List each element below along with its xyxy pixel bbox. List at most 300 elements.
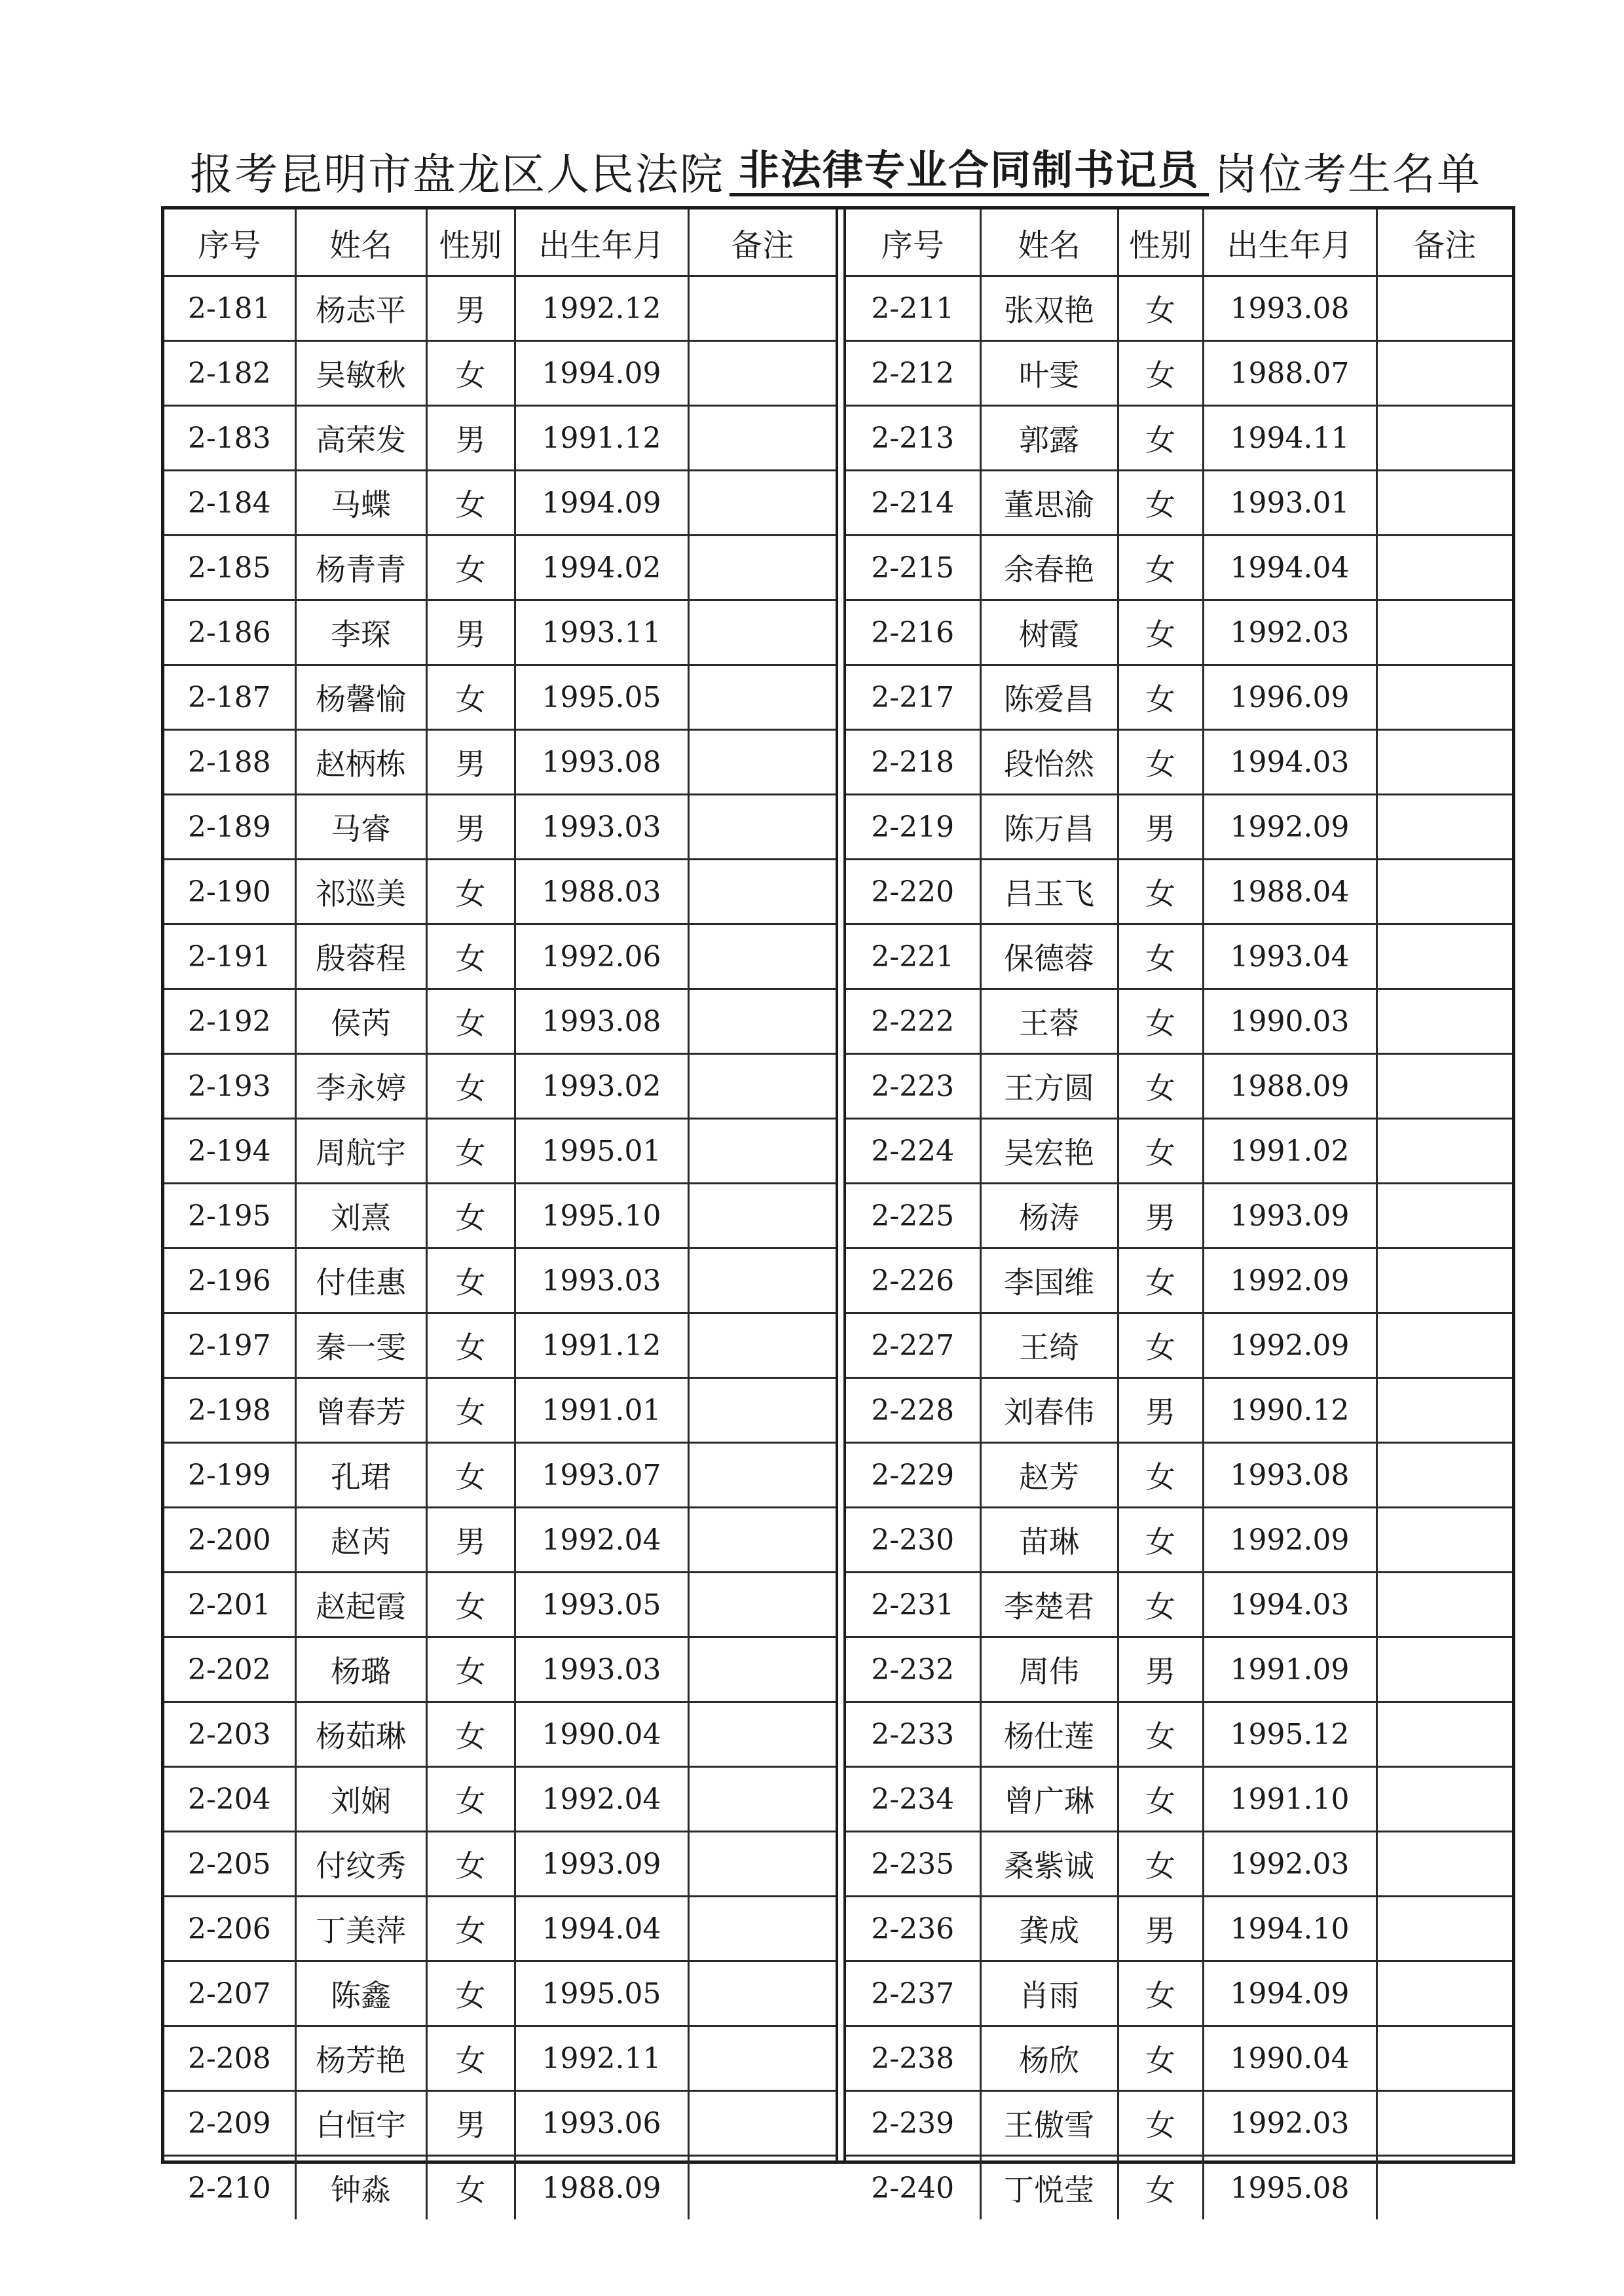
cell-sex: 女 — [1118, 2026, 1203, 2091]
cell-note — [688, 1832, 836, 1897]
cell-seq: 2-214 — [846, 471, 980, 536]
cell-name: 刘娴 — [295, 1767, 426, 1832]
cell-note — [688, 1897, 836, 1961]
cell-birth: 1992.03 — [1203, 600, 1376, 665]
cell-seq: 2-195 — [164, 1184, 295, 1248]
cell-birth: 1990.04 — [515, 1702, 688, 1767]
cell-birth: 1993.02 — [515, 1054, 688, 1119]
cell-birth: 1994.09 — [515, 471, 688, 536]
cell-name: 白恒宇 — [295, 2091, 426, 2156]
cell-seq: 2-235 — [846, 1832, 980, 1897]
table-row — [846, 2156, 1512, 2220]
cell-birth: 1994.04 — [1203, 536, 1376, 600]
cell-note — [1376, 1573, 1512, 1637]
table-row — [164, 1508, 836, 1573]
cell-sex: 男 — [426, 1508, 515, 1573]
cell-seq: 2-206 — [164, 1897, 295, 1961]
cell-sex: 女 — [1118, 276, 1203, 341]
cell-seq: 2-233 — [846, 1702, 980, 1767]
cell-seq: 2-220 — [846, 860, 980, 924]
cell-sex: 女 — [1118, 2156, 1203, 2220]
cell-sex: 女 — [1118, 1119, 1203, 1184]
cell-sex: 女 — [426, 1184, 515, 1248]
cell-name: 丁悦莹 — [980, 2156, 1118, 2220]
cell-sex: 女 — [1118, 471, 1203, 536]
cell-note — [688, 471, 836, 536]
cell-note — [688, 665, 836, 730]
cell-seq: 2-181 — [164, 276, 295, 341]
cell-sex: 女 — [1118, 2091, 1203, 2156]
cell-birth: 1988.09 — [515, 2156, 688, 2220]
header-sex: 性别 — [1118, 210, 1203, 276]
cell-sex: 女 — [1118, 665, 1203, 730]
cell-sex: 女 — [426, 1637, 515, 1702]
cell-note — [688, 2091, 836, 2156]
cell-name: 殷蓉程 — [295, 924, 426, 989]
cell-sex: 女 — [426, 2156, 515, 2220]
cell-sex: 男 — [426, 276, 515, 341]
table-row — [164, 1443, 836, 1508]
table-row — [164, 665, 836, 730]
cell-seq: 2-216 — [846, 600, 980, 665]
table-row — [846, 665, 1512, 730]
cell-name: 杨芳艳 — [295, 2026, 426, 2091]
cell-seq: 2-240 — [846, 2156, 980, 2220]
cell-sex: 女 — [426, 1702, 515, 1767]
cell-note — [688, 730, 836, 795]
cell-sex: 女 — [426, 1313, 515, 1378]
cell-seq: 2-228 — [846, 1378, 980, 1443]
cell-sex: 男 — [1118, 1184, 1203, 1248]
cell-birth: 1994.03 — [1203, 1573, 1376, 1637]
cell-birth: 1993.04 — [1203, 924, 1376, 989]
cell-note — [1376, 1119, 1512, 1184]
cell-birth: 1990.12 — [1203, 1378, 1376, 1443]
cell-note — [688, 1184, 836, 1248]
table-row — [846, 1961, 1512, 2026]
cell-note — [688, 276, 836, 341]
cell-name: 李永婷 — [295, 1054, 426, 1119]
cell-name: 高荣发 — [295, 406, 426, 471]
cell-seq: 2-223 — [846, 1054, 980, 1119]
cell-note — [1376, 1184, 1512, 1248]
cell-sex: 女 — [426, 1378, 515, 1443]
cell-name: 赵柄栋 — [295, 730, 426, 795]
cell-birth: 1993.09 — [1203, 1184, 1376, 1248]
cell-seq: 2-205 — [164, 1832, 295, 1897]
cell-sex: 女 — [1118, 1767, 1203, 1832]
cell-seq: 2-204 — [164, 1767, 295, 1832]
cell-sex: 女 — [426, 860, 515, 924]
cell-note — [688, 1573, 836, 1637]
cell-name: 杨青青 — [295, 536, 426, 600]
table-row — [164, 471, 836, 536]
cell-note — [688, 1702, 836, 1767]
cell-name: 保德蓉 — [980, 924, 1118, 989]
cell-sex: 女 — [426, 1443, 515, 1508]
page-title — [190, 131, 1513, 200]
cell-name: 余春艳 — [980, 536, 1118, 600]
table-row — [164, 2026, 836, 2091]
cell-name: 马睿 — [295, 795, 426, 860]
cell-sex: 女 — [426, 1832, 515, 1897]
cell-birth: 1994.04 — [515, 1897, 688, 1961]
cell-seq: 2-237 — [846, 1961, 980, 2026]
cell-sex: 女 — [426, 989, 515, 1054]
cell-name: 付佳惠 — [295, 1248, 426, 1313]
table-row — [164, 1378, 836, 1443]
cell-sex: 女 — [1118, 1248, 1203, 1313]
cell-seq: 2-201 — [164, 1573, 295, 1637]
table-row — [846, 1184, 1512, 1248]
table-row — [846, 1443, 1512, 1508]
table-row — [846, 1702, 1512, 1767]
table-row — [164, 1184, 836, 1248]
cell-name: 陈爱昌 — [980, 665, 1118, 730]
cell-note — [1376, 1378, 1512, 1443]
cell-birth: 1994.11 — [1203, 406, 1376, 471]
cell-name: 杨璐 — [295, 1637, 426, 1702]
cell-note — [688, 1961, 836, 2026]
cell-seq: 2-192 — [164, 989, 295, 1054]
cell-birth: 1995.05 — [515, 1961, 688, 2026]
cell-note — [1376, 2026, 1512, 2091]
cell-note — [688, 1378, 836, 1443]
cell-birth: 1995.05 — [515, 665, 688, 730]
cell-note — [1376, 1767, 1512, 1832]
cell-sex: 女 — [426, 1897, 515, 1961]
cell-birth: 1988.04 — [1203, 860, 1376, 924]
cell-note — [1376, 2156, 1512, 2220]
cell-note — [1376, 1702, 1512, 1767]
cell-name: 曾广琳 — [980, 1767, 1118, 1832]
cell-seq: 2-194 — [164, 1119, 295, 1184]
table-row — [164, 1961, 836, 2026]
cell-seq: 2-208 — [164, 2026, 295, 2091]
cell-note — [1376, 1443, 1512, 1508]
table-row — [164, 924, 836, 989]
table-row — [164, 1832, 836, 1897]
cell-seq: 2-219 — [846, 795, 980, 860]
cell-seq: 2-193 — [164, 1054, 295, 1119]
cell-sex: 女 — [1118, 1443, 1203, 1508]
table-row — [846, 1119, 1512, 1184]
cell-note — [1376, 1637, 1512, 1702]
cell-seq: 2-200 — [164, 1508, 295, 1573]
cell-birth: 1988.09 — [1203, 1054, 1376, 1119]
cell-name: 陈鑫 — [295, 1961, 426, 2026]
cell-birth: 1993.08 — [515, 989, 688, 1054]
cell-name: 叶雯 — [980, 341, 1118, 406]
cell-birth: 1996.09 — [1203, 665, 1376, 730]
cell-birth: 1990.04 — [1203, 2026, 1376, 2091]
cell-name: 孔珺 — [295, 1443, 426, 1508]
cell-name: 杨仕莲 — [980, 1702, 1118, 1767]
cell-seq: 2-203 — [164, 1702, 295, 1767]
cell-note — [1376, 536, 1512, 600]
cell-note — [688, 1508, 836, 1573]
header-sex: 性别 — [426, 210, 515, 276]
cell-sex: 男 — [426, 2091, 515, 2156]
title-prefix: 报考昆明市盘龙区人民法院 — [190, 149, 724, 200]
cell-note — [688, 989, 836, 1054]
cell-note — [688, 924, 836, 989]
cell-birth: 1993.01 — [1203, 471, 1376, 536]
table-body-right — [846, 276, 1512, 2220]
table-row — [164, 989, 836, 1054]
cell-name: 吴宏艳 — [980, 1119, 1118, 1184]
cell-seq: 2-227 — [846, 1313, 980, 1378]
cell-birth: 1992.04 — [515, 1508, 688, 1573]
cell-seq: 2-222 — [846, 989, 980, 1054]
header-note: 备注 — [1376, 210, 1512, 276]
cell-name: 杨茹琳 — [295, 1702, 426, 1767]
cell-birth: 1993.05 — [515, 1573, 688, 1637]
cell-birth: 1992.03 — [1203, 1832, 1376, 1897]
cell-birth: 1992.09 — [1203, 1508, 1376, 1573]
cell-seq: 2-217 — [846, 665, 980, 730]
table-row — [846, 1832, 1512, 1897]
table-row — [164, 795, 836, 860]
cell-seq: 2-182 — [164, 341, 295, 406]
cell-birth: 1994.09 — [515, 341, 688, 406]
cell-seq: 2-232 — [846, 1637, 980, 1702]
cell-note — [1376, 1897, 1512, 1961]
cell-note — [1376, 730, 1512, 795]
cell-seq: 2-231 — [846, 1573, 980, 1637]
candidate-list — [161, 206, 1515, 2208]
cell-birth: 1993.11 — [515, 600, 688, 665]
cell-birth: 1993.08 — [1203, 276, 1376, 341]
cell-birth: 1993.09 — [515, 1832, 688, 1897]
cell-note — [688, 536, 836, 600]
cell-sex: 女 — [426, 665, 515, 730]
cell-seq: 2-215 — [846, 536, 980, 600]
table-row — [846, 1378, 1512, 1443]
cell-seq: 2-187 — [164, 665, 295, 730]
table-row — [846, 1248, 1512, 1313]
cell-note — [688, 1637, 836, 1702]
cell-name: 曾春芳 — [295, 1378, 426, 1443]
cell-note — [1376, 341, 1512, 406]
cell-note — [1376, 1832, 1512, 1897]
cell-note — [688, 860, 836, 924]
cell-seq: 2-202 — [164, 1637, 295, 1702]
cell-note — [688, 341, 836, 406]
cell-seq: 2-185 — [164, 536, 295, 600]
cell-name: 杨志平 — [295, 276, 426, 341]
cell-name: 周伟 — [980, 1637, 1118, 1702]
table-row — [846, 276, 1512, 341]
cell-name: 董思渝 — [980, 471, 1118, 536]
table-row — [846, 471, 1512, 536]
cell-sex: 女 — [1118, 989, 1203, 1054]
cell-note — [1376, 600, 1512, 665]
cell-name: 肖雨 — [980, 1961, 1118, 2026]
cell-sex: 男 — [1118, 1637, 1203, 1702]
cell-note — [1376, 1248, 1512, 1313]
cell-birth: 1992.12 — [515, 276, 688, 341]
cell-seq: 2-191 — [164, 924, 295, 989]
cell-seq: 2-218 — [846, 730, 980, 795]
cell-name: 桑紫诚 — [980, 1832, 1118, 1897]
cell-name: 树霞 — [980, 600, 1118, 665]
cell-seq: 2-196 — [164, 1248, 295, 1313]
header-birth: 出生年月 — [515, 210, 688, 276]
cell-birth: 1993.08 — [1203, 1443, 1376, 1508]
table-row — [164, 2091, 836, 2156]
cell-sex: 女 — [1118, 860, 1203, 924]
title-post-name: 非法律专业合同制书记员 — [729, 150, 1209, 196]
cell-birth: 1992.11 — [515, 2026, 688, 2091]
cell-note — [1376, 471, 1512, 536]
cell-seq: 2-207 — [164, 1961, 295, 2026]
cell-sex: 女 — [1118, 1508, 1203, 1573]
table-row — [164, 1119, 836, 1184]
cell-sex: 女 — [426, 1767, 515, 1832]
table-row — [846, 600, 1512, 665]
cell-note — [1376, 276, 1512, 341]
table-row — [164, 1897, 836, 1961]
cell-seq: 2-211 — [846, 276, 980, 341]
cell-seq: 2-198 — [164, 1378, 295, 1443]
cell-sex: 女 — [1118, 406, 1203, 471]
cell-note — [688, 2156, 836, 2220]
table-row — [164, 341, 836, 406]
cell-birth: 1994.02 — [515, 536, 688, 600]
cell-sex: 男 — [1118, 1378, 1203, 1443]
cell-name: 侯芮 — [295, 989, 426, 1054]
cell-name: 秦一雯 — [295, 1313, 426, 1378]
cell-name: 段怡然 — [980, 730, 1118, 795]
candidate-table-right — [843, 210, 1512, 2208]
cell-seq: 2-236 — [846, 1897, 980, 1961]
cell-seq: 2-188 — [164, 730, 295, 795]
table-row — [846, 860, 1512, 924]
cell-name: 杨欣 — [980, 2026, 1118, 2091]
cell-name: 李琛 — [295, 600, 426, 665]
cell-seq: 2-234 — [846, 1767, 980, 1832]
cell-sex: 男 — [1118, 795, 1203, 860]
table-row — [846, 1637, 1512, 1702]
table-row — [164, 276, 836, 341]
cell-birth: 1993.03 — [515, 1248, 688, 1313]
cell-sex: 女 — [426, 341, 515, 406]
cell-name: 刘春伟 — [980, 1378, 1118, 1443]
table-row — [846, 730, 1512, 795]
cell-birth: 1993.08 — [515, 730, 688, 795]
cell-seq: 2-221 — [846, 924, 980, 989]
cell-sex: 女 — [426, 1961, 515, 2026]
table-row — [846, 795, 1512, 860]
cell-seq: 2-209 — [164, 2091, 295, 2156]
cell-birth: 1995.01 — [515, 1119, 688, 1184]
cell-sex: 男 — [1118, 1897, 1203, 1961]
cell-seq: 2-199 — [164, 1443, 295, 1508]
table-row — [846, 1897, 1512, 1961]
cell-birth: 1988.03 — [515, 860, 688, 924]
header-birth: 出生年月 — [1203, 210, 1376, 276]
cell-seq: 2-189 — [164, 795, 295, 860]
table-body-left — [164, 276, 836, 2220]
cell-birth: 1992.09 — [1203, 1313, 1376, 1378]
table-row — [164, 1054, 836, 1119]
cell-seq: 2-225 — [846, 1184, 980, 1248]
cell-name: 刘熹 — [295, 1184, 426, 1248]
cell-sex: 女 — [426, 1573, 515, 1637]
cell-name: 杨涛 — [980, 1184, 1118, 1248]
cell-birth: 1991.12 — [515, 406, 688, 471]
cell-name: 郭露 — [980, 406, 1118, 471]
cell-birth: 1991.09 — [1203, 1637, 1376, 1702]
table-row — [846, 2026, 1512, 2091]
cell-note — [1376, 1961, 1512, 2026]
cell-sex: 女 — [426, 1248, 515, 1313]
cell-note — [688, 1119, 836, 1184]
cell-birth: 1991.12 — [515, 1313, 688, 1378]
cell-sex: 男 — [426, 406, 515, 471]
cell-birth: 1993.03 — [515, 795, 688, 860]
cell-note — [688, 1054, 836, 1119]
cell-note — [1376, 1313, 1512, 1378]
table-row — [846, 406, 1512, 471]
cell-name: 吴敏秋 — [295, 341, 426, 406]
cell-name: 李楚君 — [980, 1573, 1118, 1637]
cell-sex: 女 — [1118, 1313, 1203, 1378]
cell-name: 苗琳 — [980, 1508, 1118, 1573]
cell-note — [1376, 989, 1512, 1054]
cell-name: 龚成 — [980, 1897, 1118, 1961]
cell-note — [688, 1443, 836, 1508]
table-row — [164, 1637, 836, 1702]
cell-note — [688, 406, 836, 471]
cell-seq: 2-186 — [164, 600, 295, 665]
cell-name: 赵芮 — [295, 1508, 426, 1573]
cell-note — [688, 1767, 836, 1832]
cell-sex: 男 — [426, 600, 515, 665]
cell-sex: 女 — [1118, 1573, 1203, 1637]
cell-note — [688, 600, 836, 665]
cell-note — [1376, 795, 1512, 860]
table-row — [164, 730, 836, 795]
header-row — [846, 210, 1512, 276]
cell-birth: 1994.10 — [1203, 1897, 1376, 1961]
cell-sex: 女 — [1118, 536, 1203, 600]
cell-name: 赵芳 — [980, 1443, 1118, 1508]
cell-name: 王方圆 — [980, 1054, 1118, 1119]
cell-name: 王绮 — [980, 1313, 1118, 1378]
cell-name: 陈万昌 — [980, 795, 1118, 860]
cell-seq: 2-229 — [846, 1443, 980, 1508]
table-row — [164, 406, 836, 471]
cell-sex: 女 — [426, 924, 515, 989]
cell-sex: 女 — [1118, 600, 1203, 665]
cell-name: 王傲雪 — [980, 2091, 1118, 2156]
cell-name: 李国维 — [980, 1248, 1118, 1313]
table-row — [846, 1054, 1512, 1119]
table-row — [164, 1573, 836, 1637]
cell-name: 赵起霞 — [295, 1573, 426, 1637]
candidate-table-left — [164, 210, 838, 2208]
table-row — [164, 600, 836, 665]
cell-name: 祁巡美 — [295, 860, 426, 924]
table-row — [846, 1313, 1512, 1378]
table-row — [164, 1767, 836, 1832]
cell-birth: 1990.03 — [1203, 989, 1376, 1054]
cell-seq: 2-238 — [846, 2026, 980, 2091]
table-row — [846, 989, 1512, 1054]
cell-birth: 1992.09 — [1203, 1248, 1376, 1313]
